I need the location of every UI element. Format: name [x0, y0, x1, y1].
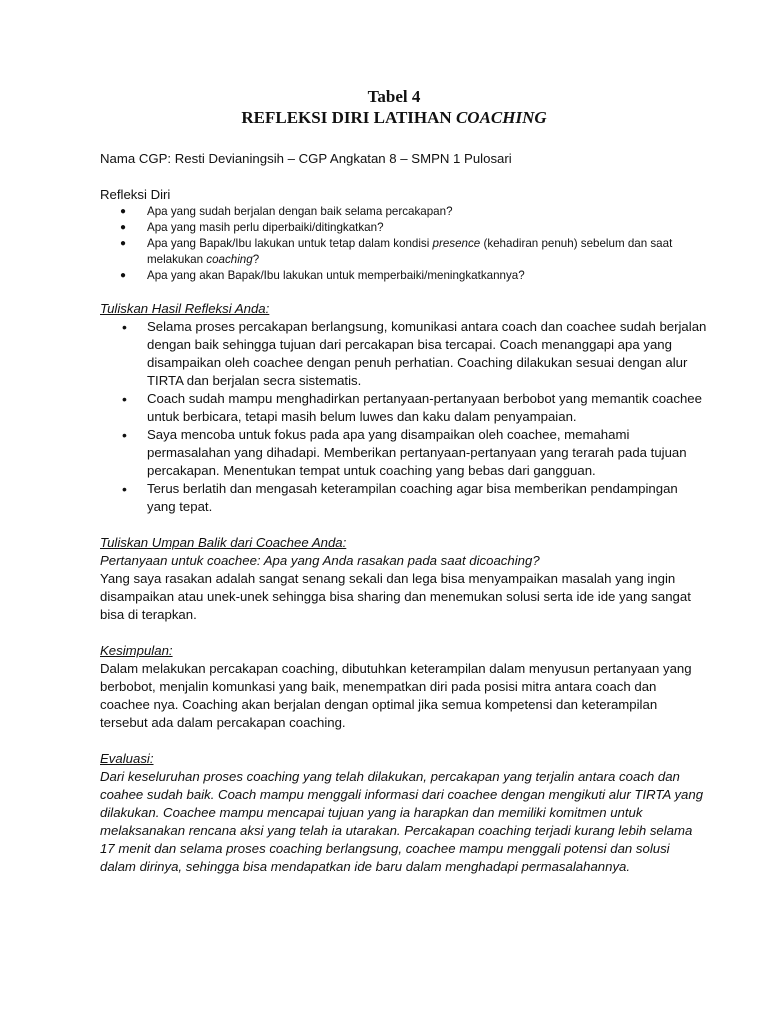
- hasil-heading: Tuliskan Hasil Refleksi Anda:: [100, 301, 270, 316]
- document-title-text: REFLEKSI DIRI LATIHAN: [241, 108, 456, 127]
- table-number: Tabel 4: [367, 87, 421, 106]
- refleksi-label: Refleksi Diri: [100, 187, 171, 202]
- coachee-answer: Yang saya rasakan adalah sangat senang sekali dan lega bisa menyampaikan masalah yang ingin disampaikan atau unek-unek sehingga bisa sharing dan menemukan solusi serta ide ide yang sangat bisa di terapkan.: [100, 571, 691, 622]
- result-item: • Coach sudah mampu menghadirkan pertanyaan-pertanyaan berbobot yang memantik coachee untuk berbicara, tetapi masih belum luwes dan kaku dalam penyampaian.: [100, 390, 708, 426]
- question-text: ?: [252, 253, 260, 266]
- umpan-balik-heading: Tuliskan Umpan Balik dari Coachee Anda:: [100, 535, 347, 550]
- coachee-question: Pertanyaan untuk coachee: Apa yang Anda rasakan pada saat dicoaching?: [100, 553, 540, 568]
- question-item: [100, 204, 708, 220]
- question-text: Apa yang Bapak/Ibu lakukan untuk tetap dalam kondisi: [147, 237, 433, 250]
- name-line: Nama CGP: Resti Devianingsih – CGP Angkatan 8 – SMPN 1 Pulosari: [100, 151, 512, 166]
- evaluasi-text: Dari keseluruhan proses coaching yang telah dilakukan, percakapan yang terjalin antara coach dan coahee sudah baik. Coach mampu menggali informasi dari coachee dengan mengikuti alur TIRTA yang dilakukan. Coachee mampu mencapai tujuan yang ia harapkan dan memiliki komitmen untuk melaksanakan rencana aksi yang telah ia utarakan. Percakapan coaching terjadi kurang lebih selama 17 menit dan selama proses coaching berlangsung, coachee mampu menggali potensi dan solusi dalam dirinya, sehingga bisa mendapatkan ide baru dalam menghadapi permasalahannya.: [100, 769, 704, 874]
- document-title-italic: COACHING: [455, 108, 547, 127]
- question-text: Apa yang sudah berjalan dengan baik selama percakapan?: [147, 205, 453, 218]
- reflection-questions: [100, 204, 708, 284]
- evaluasi-heading: Evaluasi:: [100, 751, 154, 766]
- question-item: [100, 268, 708, 284]
- result-item: • Terus berlatih dan mengasah keterampilan coaching agar bisa memberikan pendampingan yang tepat.: [100, 480, 708, 516]
- document-title: [80, 107, 708, 128]
- kesimpulan-heading: Kesimpulan:: [100, 643, 173, 658]
- result-item: • Selama proses percakapan berlangsung, komunikasi antara coach dan coachee sudah berjalan dengan baik sehingga tujuan dari percakapan bisa tercapai. Coach menanggapi apa yang disampaikan oleh coachee dengan penuh perhatian. Coaching dilakukan sesuai dengan alur TIRTA dan berjalan secra sistematis.: [100, 318, 708, 390]
- question-italic: presence: [432, 237, 481, 250]
- reflection-results: [100, 318, 708, 516]
- kesimpulan-text: Dalam melakukan percakapan coaching, dibutuhkan keterampilan dalam menyusun pertanyaan yang berbobot, menjalin komunkasi yang baik, menempatkan diri pada posisi mitra antara coach dan coachee nya. Coaching akan berjalan dengan optimal jika semua kompetensi dan keterampilan tersebut ada dalam percakapan coaching.: [100, 661, 692, 730]
- question-text: Apa yang akan Bapak/Ibu lakukan untuk memperbaiki/meningkatkannya?: [147, 269, 525, 282]
- question-item: [100, 220, 708, 236]
- question-italic: coaching: [206, 253, 253, 266]
- result-item: • Saya mencoba untuk fokus pada apa yang disampaikan oleh coachee, memahami permasalahan yang dihadapi. Memberikan pertanyaan-pertanyaan yang terarah pada tujuan percakapan. Menentukan tempat untuk coaching yang bebas dari gangguan.: [100, 426, 708, 480]
- question-text: (kehadiran penuh) sebelum dan saat melakukan: [147, 237, 673, 266]
- question-item: [100, 236, 708, 268]
- question-text: Apa yang masih perlu diperbaiki/ditingkatkan?: [147, 221, 384, 234]
